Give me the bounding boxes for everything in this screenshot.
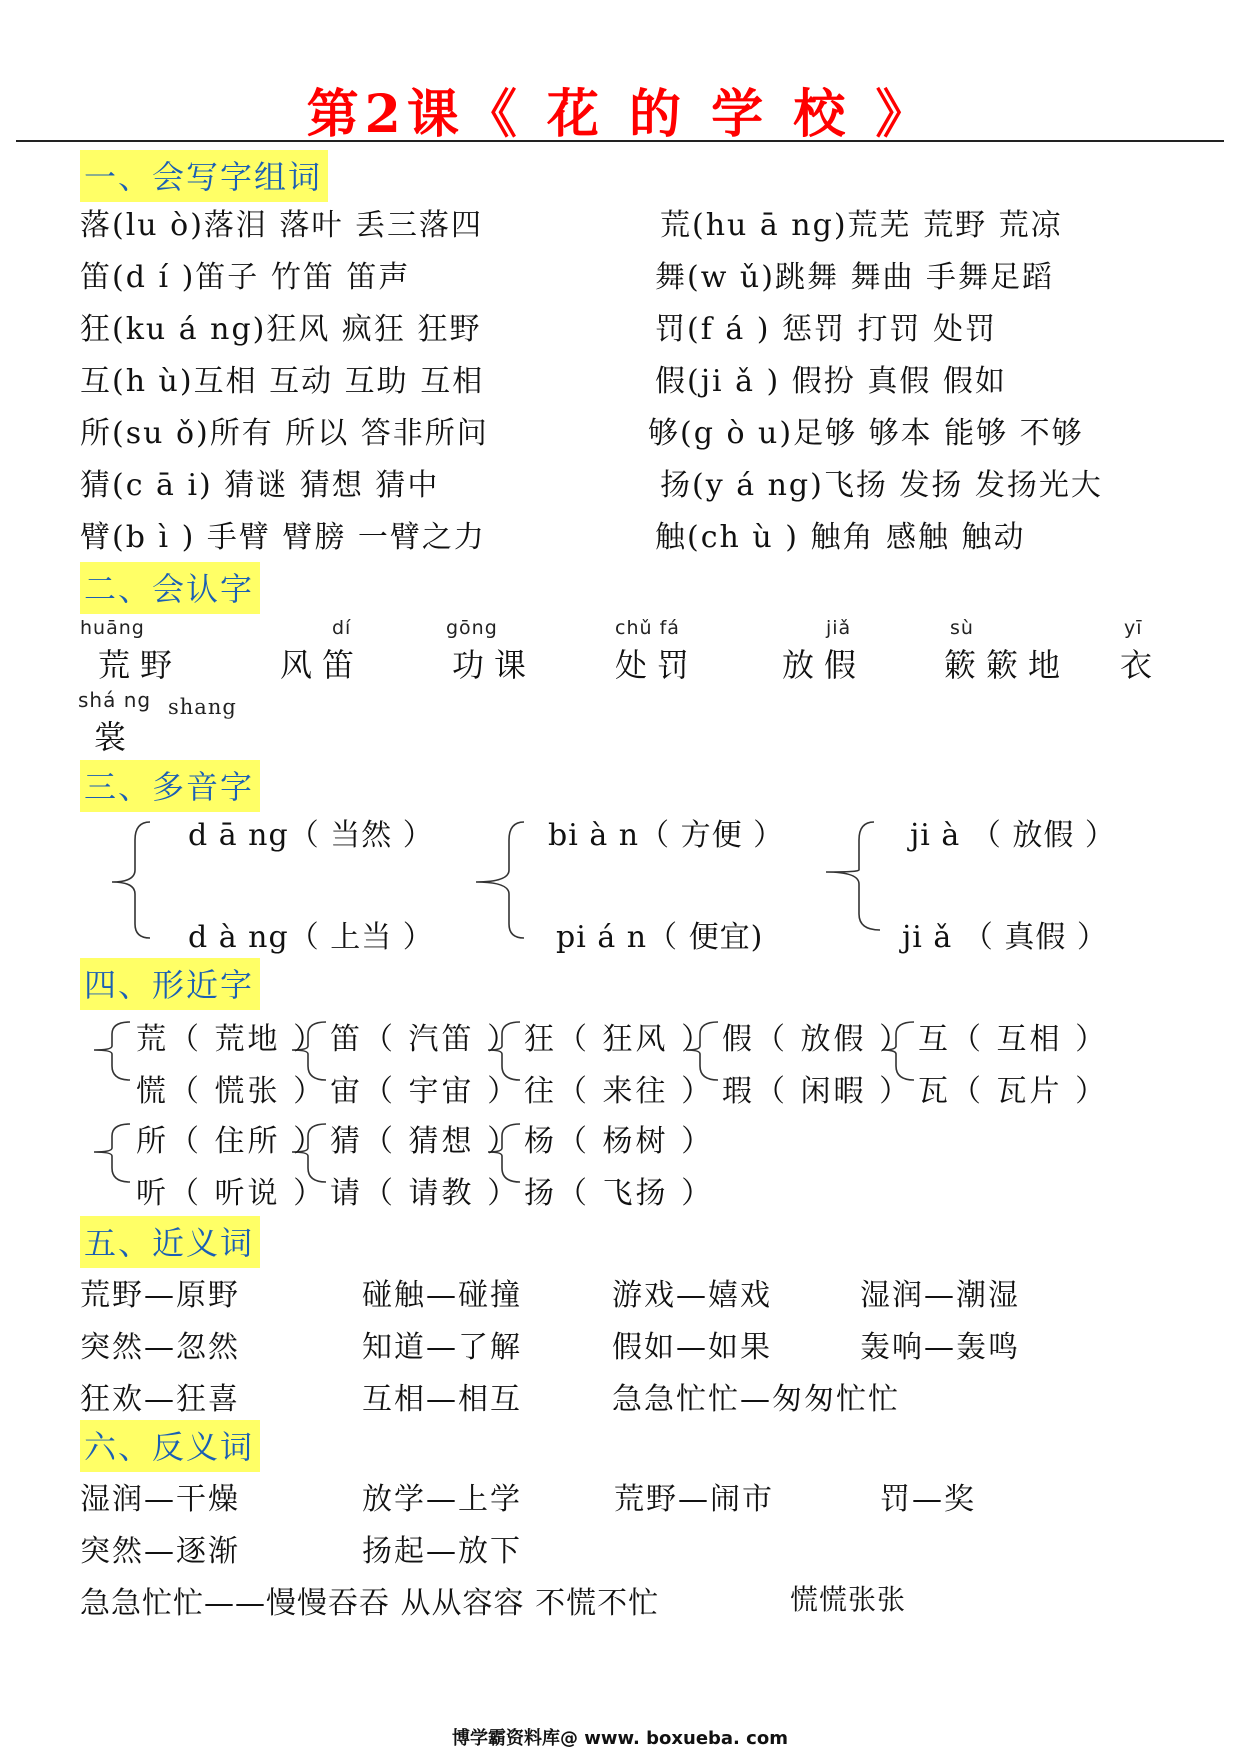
pinyin: yī (1124, 617, 1143, 639)
section-heading-similar: 四、形近字 (80, 958, 260, 1010)
synonym-pair: 狂欢—狂喜 (80, 1382, 240, 1417)
synonym-pair: 湿润—潮湿 (860, 1278, 1020, 1313)
write-word-row: 猜(c ā i) 猜谜 猜想 猜中 (80, 468, 440, 503)
section-heading-write: 一、会写字组词 (80, 150, 328, 202)
synonym-pair: 碰触—碰撞 (362, 1278, 522, 1313)
similar-bottom: 扬（ 飞扬 ） (524, 1176, 715, 1211)
pinyin: chǔ fá (615, 617, 680, 639)
antonym-pair: 突然—逐渐 (80, 1534, 240, 1569)
similar-top: 笛（ 汽笛 ） (330, 1022, 521, 1057)
write-word-row: 互(h ù)互相 互动 互助 互相 (80, 364, 485, 399)
hanzi: 风笛 (280, 646, 365, 684)
hanzi: 裳 (94, 718, 137, 756)
pinyin: sù (950, 617, 974, 639)
write-word-row: 舞(w ǔ)跳舞 舞曲 手舞足蹈 (655, 260, 1055, 295)
pinyin: dí (332, 617, 352, 639)
hanzi: 放假 (782, 646, 867, 684)
write-word-row: 扬(y á ng)飞扬 发扬 发扬光大 (660, 468, 1103, 503)
similar-bottom: 瓦（ 瓦片 ） (918, 1074, 1109, 1109)
antonym-pair: 湿润—干燥 (80, 1482, 240, 1517)
write-word-row: 笛(d í )笛子 竹笛 笛声 (80, 260, 411, 295)
hanzi: 荒野 (98, 646, 183, 684)
section-heading-antonyms: 六、反义词 (80, 1420, 260, 1472)
synonym-pair: 假如—如果 (612, 1330, 772, 1365)
similar-top: 狂（ 狂风 ） (524, 1022, 715, 1057)
section-heading-recognize: 二、会认字 (80, 562, 260, 614)
synonym-pair: 急急忙忙—匆匆忙忙 (612, 1382, 900, 1417)
hanzi: 功课 (452, 646, 537, 684)
similar-top: 所（ 住所 ） (136, 1124, 327, 1159)
page-title: 第2课《 花 的 学 校 》 (306, 84, 934, 145)
polyphone-top: ji à （ 放假 ） (910, 818, 1116, 853)
antonym-pair: 急急忙忙——慢慢吞吞 从从容容 不慌不忙 (80, 1586, 660, 1621)
similar-top: 互（ 互相 ） (918, 1022, 1109, 1057)
similar-bottom: 听（ 听说 ） (136, 1176, 327, 1211)
write-word-row: 臂(b ì ) 手臂 臂膀 一臂之力 (80, 520, 486, 555)
antonym-pair: 荒野—闹市 (614, 1482, 774, 1517)
synonym-pair: 荒野—原野 (80, 1278, 240, 1313)
polyphone-top: d ā ng（ 当然 ） (188, 818, 434, 853)
similar-bottom: 宙（ 宇宙 ） (330, 1074, 521, 1109)
synonym-pair: 知道—了解 (362, 1330, 522, 1365)
write-word-row: 假(ji ǎ ) 假扮 真假 假如 (655, 364, 1007, 399)
antonym-pair: 罚—奖 (880, 1482, 976, 1517)
write-word-row: 荒(hu ā ng)荒芜 荒野 荒凉 (660, 208, 1063, 243)
write-word-row: 所(su ǒ)所有 所以 答非所问 (80, 416, 489, 451)
synonym-pair: 互相—相互 (362, 1382, 522, 1417)
synonym-pair: 游戏—嬉戏 (612, 1278, 772, 1313)
polyphone-top: bi à n（ 方便 ） (548, 818, 785, 853)
synonym-pair: 突然—忽然 (80, 1330, 240, 1365)
similar-top: 杨（ 杨树 ） (524, 1124, 715, 1159)
write-word-row: 够(g ò u)足够 够本 能够 不够 (648, 416, 1084, 451)
pinyin: jiǎ (826, 617, 852, 639)
similar-bottom: 慌（ 慌张 ） (136, 1074, 327, 1109)
antonym-pair: 慌慌张张 (790, 1583, 907, 1616)
write-word-row: 狂(ku á ng)狂风 疯狂 狂野 (80, 312, 482, 347)
hanzi: 簌簌地 (944, 646, 1071, 684)
pinyin: gōng (446, 617, 498, 639)
hanzi: 处罚 (615, 646, 700, 684)
section-heading-synonyms: 五、近义词 (80, 1216, 260, 1268)
antonym-pair: 放学—上学 (362, 1482, 522, 1517)
hanzi: 衣 (1120, 646, 1163, 684)
similar-bottom: 往（ 来往 ） (524, 1074, 715, 1109)
similar-bottom: 瑕（ 闲暇 ） (722, 1074, 913, 1109)
write-word-row: 触(ch ù ) 触角 感触 触动 (655, 520, 1026, 555)
similar-top: 假（ 放假 ） (722, 1022, 913, 1057)
pinyin: shang (168, 695, 237, 719)
write-word-row: 落(lu ò)落泪 落叶 丢三落四 (80, 208, 483, 243)
similar-top: 荒（ 荒地 ） (136, 1022, 327, 1057)
pinyin: huāng (80, 617, 145, 639)
polyphone-bottom: pi á n（ 便宜) (556, 920, 764, 955)
section-heading-polyphone: 三、多音字 (80, 760, 260, 812)
footer-source: 博学霸资料库@ www. boxueba. com (452, 1728, 788, 1749)
antonym-pair: 扬起—放下 (362, 1534, 522, 1569)
synonym-pair: 轰响—轰鸣 (860, 1330, 1020, 1365)
write-word-row: 罚(f á ) 惩罚 打罚 处罚 (655, 312, 998, 347)
pinyin: shá ng (78, 688, 152, 712)
polyphone-bottom: ji ǎ （ 真假 ） (902, 920, 1108, 955)
polyphone-bottom: d à ng（ 上当 ） (188, 920, 434, 955)
similar-top: 猜（ 猜想 ） (330, 1124, 521, 1159)
similar-bottom: 请（ 请教 ） (330, 1176, 521, 1211)
